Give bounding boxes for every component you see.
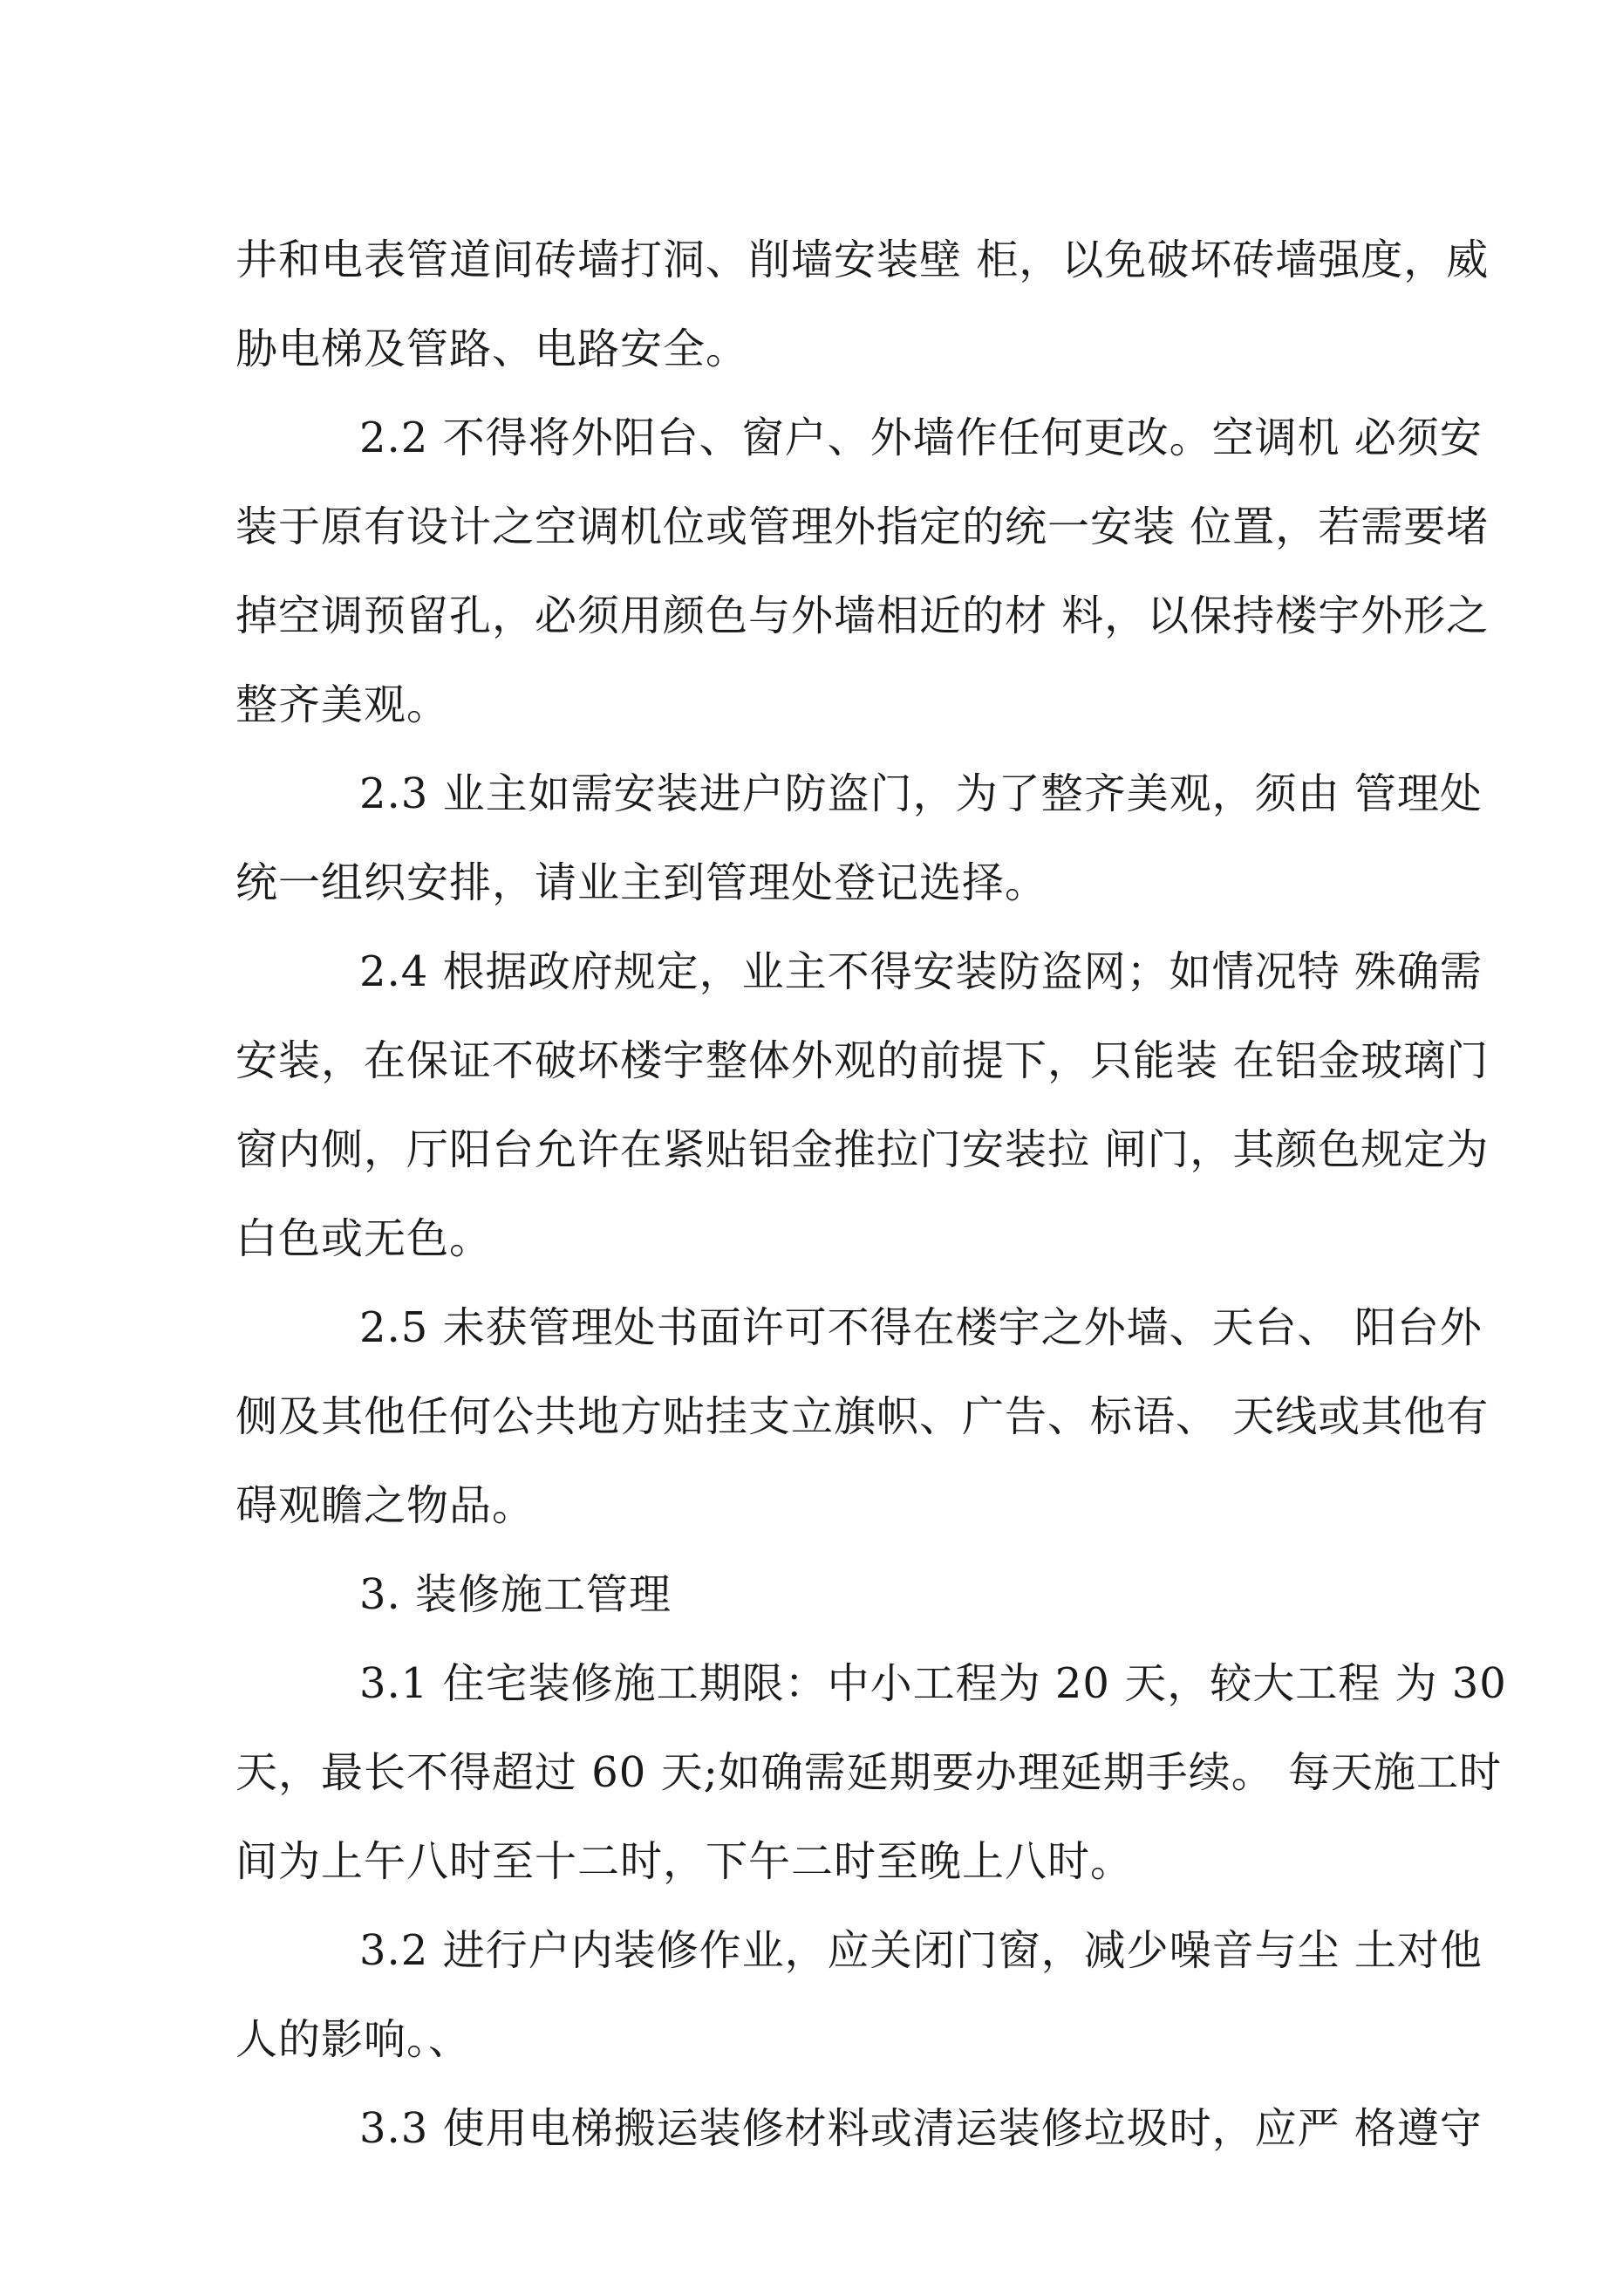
paragraph-3-2 <box>235 1906 1483 2084</box>
text-line: 碍观瞻之物品。 <box>235 1481 535 1530</box>
text-line: 2.4 根据政府规定，业主不得安装防盗网；如情况特 殊确需 <box>359 947 1483 996</box>
paragraph-2-4 <box>235 927 1490 1283</box>
text-line: 3.3 使用电梯搬运装修材料或清运装修垃圾时，应严 格遵守 <box>359 2104 1483 2153</box>
text-line: 装于原有设计之空调机位或管理外指定的统一安装 位置，若需要堵 <box>235 502 1490 551</box>
paragraph-2-5 <box>235 1283 1490 1550</box>
paragraph-3-1 <box>235 1639 1507 1906</box>
text-line: 天，最长不得超过 60 天;如确需延期要办理延期手续。 每天施工时 <box>235 1748 1503 1797</box>
text-line: 白色或无色。 <box>235 1214 493 1263</box>
text-line: 井和电表管道间砖墙打洞、削墙安装壁 柜，以免破坏砖墙强度，威 <box>235 236 1490 284</box>
text-line: 安装，在保证不破坏楼宇整体外观的前提下，只能装 在铝金玻璃门 <box>235 1036 1490 1085</box>
text-line: 人的影响。、 <box>235 2015 472 2064</box>
text-line: 统一组织安排，请业主到管理处登记选择。 <box>235 858 1048 907</box>
document-body <box>235 215 1507 2173</box>
text-line: 整齐美观。 <box>235 680 450 729</box>
text-line: 掉空调预留孔，必须用颜色与外墙相近的材 料，以保持楼宇外形之 <box>235 591 1490 640</box>
paragraph-2-1-continued <box>235 215 1490 393</box>
text-line: 2.3 业主如需安装进户防盗门，为了整齐美观，须由 管理处 <box>359 769 1483 818</box>
text-line: 3.1 住宅装修施工期限：中小工程为 20 天，较大工程 为 30 <box>359 1659 1507 1708</box>
text-line: 窗内侧，厅阳台允许在紧贴铝金推拉门安装拉 闸门，其颜色规定为 <box>235 1125 1490 1174</box>
text-line: 3.2 进行户内装修作业，应关闭门窗，减少噪音与尘 土对他 <box>359 1926 1483 1975</box>
text-line: 2.2 不得将外阳台、窗户、外墙作任何更改。空调机 必须安 <box>359 413 1483 462</box>
paragraph-2-3 <box>235 749 1483 927</box>
paragraph-3-3 <box>235 2084 1483 2173</box>
paragraph-2-2 <box>235 393 1490 749</box>
section-heading: 3. 装修施工管理 <box>359 1570 672 1619</box>
text-line: 2.5 未获管理处书面许可不得在楼宇之外墙、天台、 阳台外 <box>359 1303 1483 1352</box>
section-heading-3 <box>235 1550 1408 1639</box>
text-line: 侧及其他任何公共地方贴挂支立旗帜、广告、标语、 天线或其他有 <box>235 1392 1490 1441</box>
text-line: 间为上午八时至十二时，下午二时至晚上八时。 <box>235 1837 1134 1886</box>
text-line: 胁电梯及管路、电路安全。 <box>235 325 749 373</box>
